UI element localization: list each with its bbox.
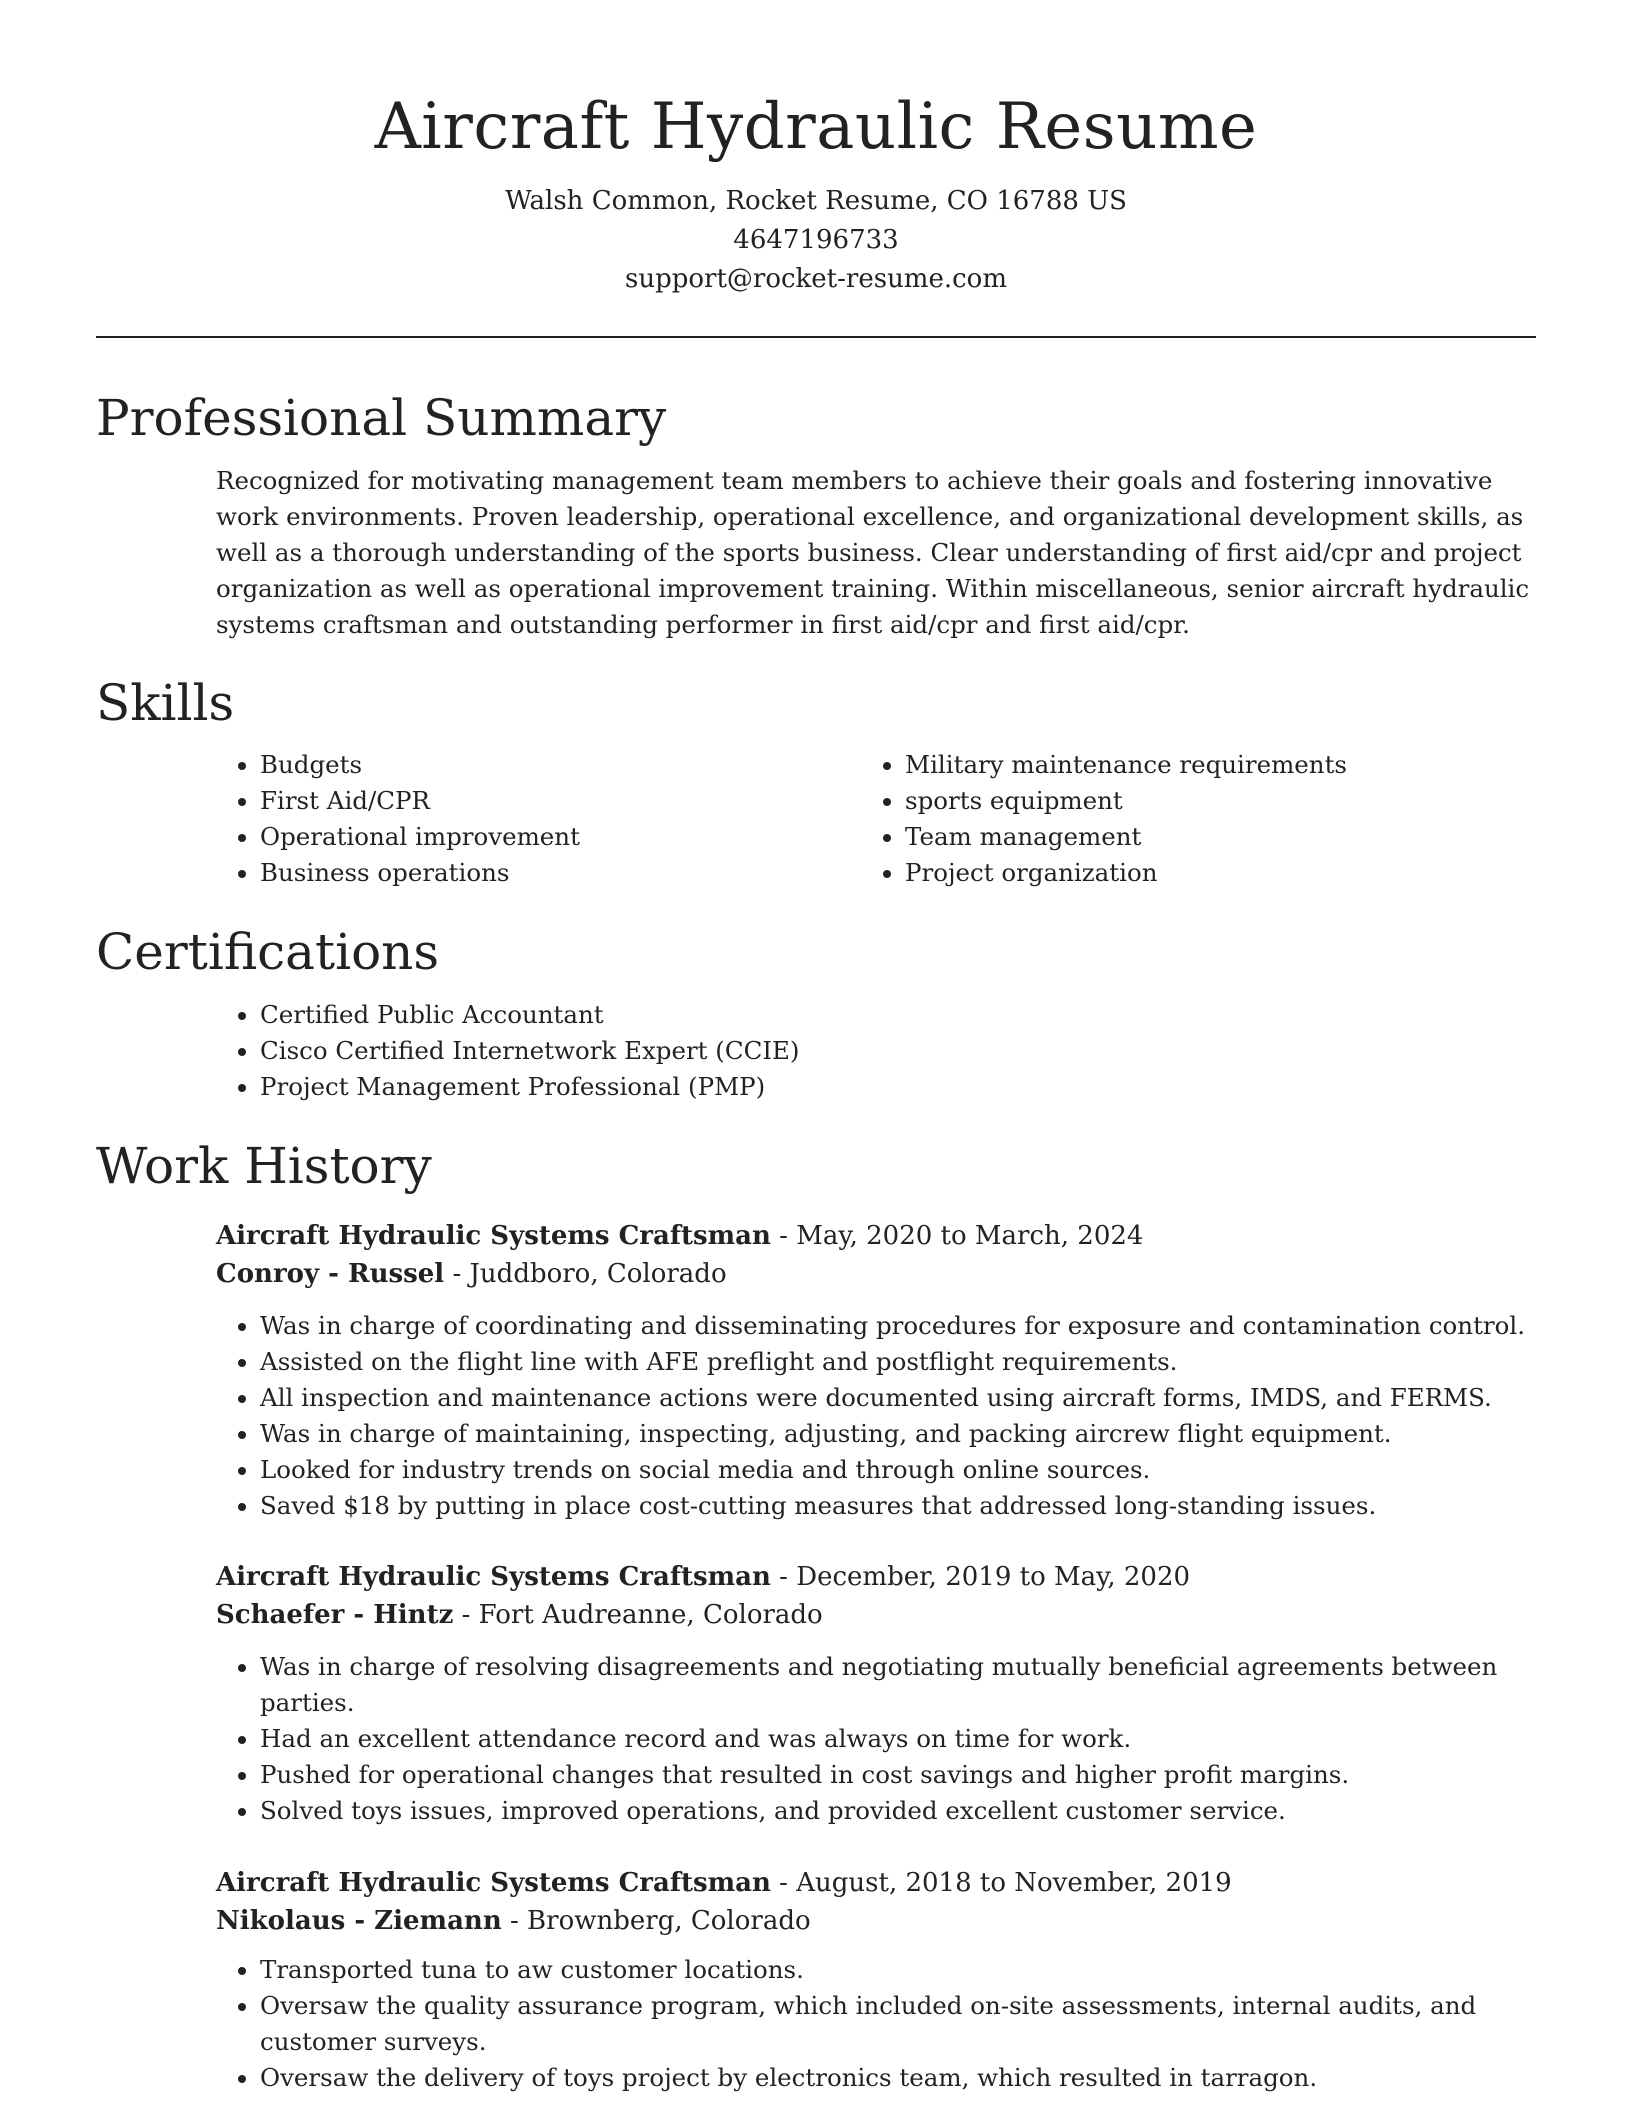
- skill-item: • First Aid/CPR: [260, 783, 891, 819]
- job-title-line: [216, 1558, 1536, 1596]
- certifications-list: [96, 997, 1536, 1105]
- job-role: Aircraft Hydraulic Systems Craftsman: [216, 1221, 771, 1251]
- contact-email: support@rocket-resume.com: [624, 264, 1007, 294]
- summary-section: [96, 385, 1536, 643]
- resume-page: [96, 0, 1536, 2096]
- job-dates: - May, 2020 to March, 2024: [770, 1221, 1144, 1251]
- job-bullet: • Oversaw the delivery of toys project by electronics team, which resulted in tarragon.: [260, 2060, 1536, 2096]
- job-bullet: • All inspection and maintenance actions were documented using aircraft forms, IMDS, and FERMS.: [260, 1380, 1536, 1416]
- skill-item: • Operational improvement: [260, 819, 891, 855]
- skill-item: • Project organization: [905, 855, 1536, 891]
- job-title-line: [216, 1864, 1536, 1902]
- job-bullet: • Was in charge of coordinating and disseminating procedures for exposure and contamination control.: [260, 1308, 1536, 1344]
- header-divider: [96, 336, 1536, 338]
- job-bullets: [216, 1308, 1536, 1524]
- job-role: Aircraft Hydraulic Systems Craftsman: [216, 1562, 771, 1592]
- skills-list-right: [891, 747, 1536, 891]
- job-company: Schaefer - Hintz: [216, 1600, 454, 1630]
- job-company-line: [216, 1902, 1536, 1940]
- job-bullets: [216, 1649, 1536, 1829]
- certifications-section: [96, 919, 1536, 1105]
- job-location: - Juddboro, Colorado: [444, 1259, 727, 1289]
- skills-columns: [96, 747, 1536, 891]
- job-entry: [216, 1217, 1536, 1524]
- job-role: Aircraft Hydraulic Systems Craftsman: [216, 1868, 771, 1898]
- job-company-line: [216, 1255, 1536, 1293]
- job-entry: [216, 1558, 1536, 1829]
- contact-phone: 4647196733: [733, 225, 899, 255]
- job-company-line: [216, 1596, 1536, 1634]
- skill-item: • Team management: [905, 819, 1536, 855]
- skills-section: [96, 670, 1536, 891]
- job-bullet: • Solved toys issues, improved operations, and provided excellent customer service.: [260, 1793, 1536, 1829]
- contact-block: [96, 182, 1536, 299]
- job-dates: - December, 2019 to May, 2020: [770, 1562, 1191, 1592]
- job-location: - Fort Audreanne, Colorado: [453, 1600, 823, 1630]
- work-history-section: [96, 1133, 1536, 2096]
- contact-address: Walsh Common, Rocket Resume, CO 16788 US: [505, 186, 1127, 216]
- job-company: Conroy - Russel: [216, 1259, 445, 1289]
- skill-item: • Business operations: [260, 855, 891, 891]
- job-bullet: • Had an excellent attendance record and was always on time for work.: [260, 1721, 1536, 1757]
- job-bullet: • Transported tuna to aw customer locations.: [260, 1952, 1536, 1988]
- certification-item: • Certified Public Accountant: [260, 997, 1536, 1033]
- resume-name: Aircraft Hydraulic Resume: [374, 90, 1258, 164]
- job-bullets: [216, 1952, 1536, 2096]
- certification-item: • Project Management Professional (PMP): [260, 1069, 1536, 1105]
- job-bullet: • Assisted on the flight line with AFE preflight and postflight requirements.: [260, 1344, 1536, 1380]
- job-entry: [216, 1864, 1536, 2096]
- resume-header: [96, 0, 1536, 299]
- skills-title: Skills: [96, 674, 235, 732]
- job-bullet: • Looked for industry trends on social media and through online sources.: [260, 1452, 1536, 1488]
- job-bullet: • Was in charge of resolving disagreements and negotiating mutually beneficial agreements between parties.: [260, 1649, 1536, 1721]
- summary-text: Recognized for motivating management team members to achieve their goals and fostering innovative work environments. Proven leadership, operational excellence, and organizational development skills, as well as a thorough understanding of the sports business. Clear understanding of first aid/cpr and project organization as well as operational improvement training. Within miscellaneous, senior aircraft hydraulic systems craftsman and outstanding performer in first aid/cpr and first aid/cpr.: [216, 466, 1530, 639]
- job-company: Nikolaus - Ziemann: [216, 1906, 502, 1936]
- work-history-title: Work History: [96, 1137, 432, 1195]
- skill-item: • Military maintenance requirements: [905, 747, 1536, 783]
- job-bullet: • Oversaw the quality assurance program, which included on-site assessments, internal audits, and customer surveys.: [260, 1988, 1536, 2060]
- job-dates: - August, 2018 to November, 2019: [770, 1868, 1232, 1898]
- job-bullet: • Pushed for operational changes that resulted in cost savings and higher profit margins.: [260, 1757, 1536, 1793]
- summary-title: Professional Summary: [96, 389, 667, 447]
- skill-item: • Budgets: [260, 747, 891, 783]
- skills-list-left: [96, 747, 891, 891]
- job-bullet: • Saved $18 by putting in place cost-cutting measures that addressed long-standing issues.: [260, 1488, 1536, 1524]
- job-location: - Brownberg, Colorado: [501, 1906, 811, 1936]
- job-bullet: • Was in charge of maintaining, inspecting, adjusting, and packing aircrew flight equipment.: [260, 1416, 1536, 1452]
- job-title-line: [216, 1217, 1536, 1255]
- certifications-title: Certifications: [96, 923, 440, 981]
- certification-item: • Cisco Certified Internetwork Expert (CCIE): [260, 1033, 1536, 1069]
- skill-item: • sports equipment: [905, 783, 1536, 819]
